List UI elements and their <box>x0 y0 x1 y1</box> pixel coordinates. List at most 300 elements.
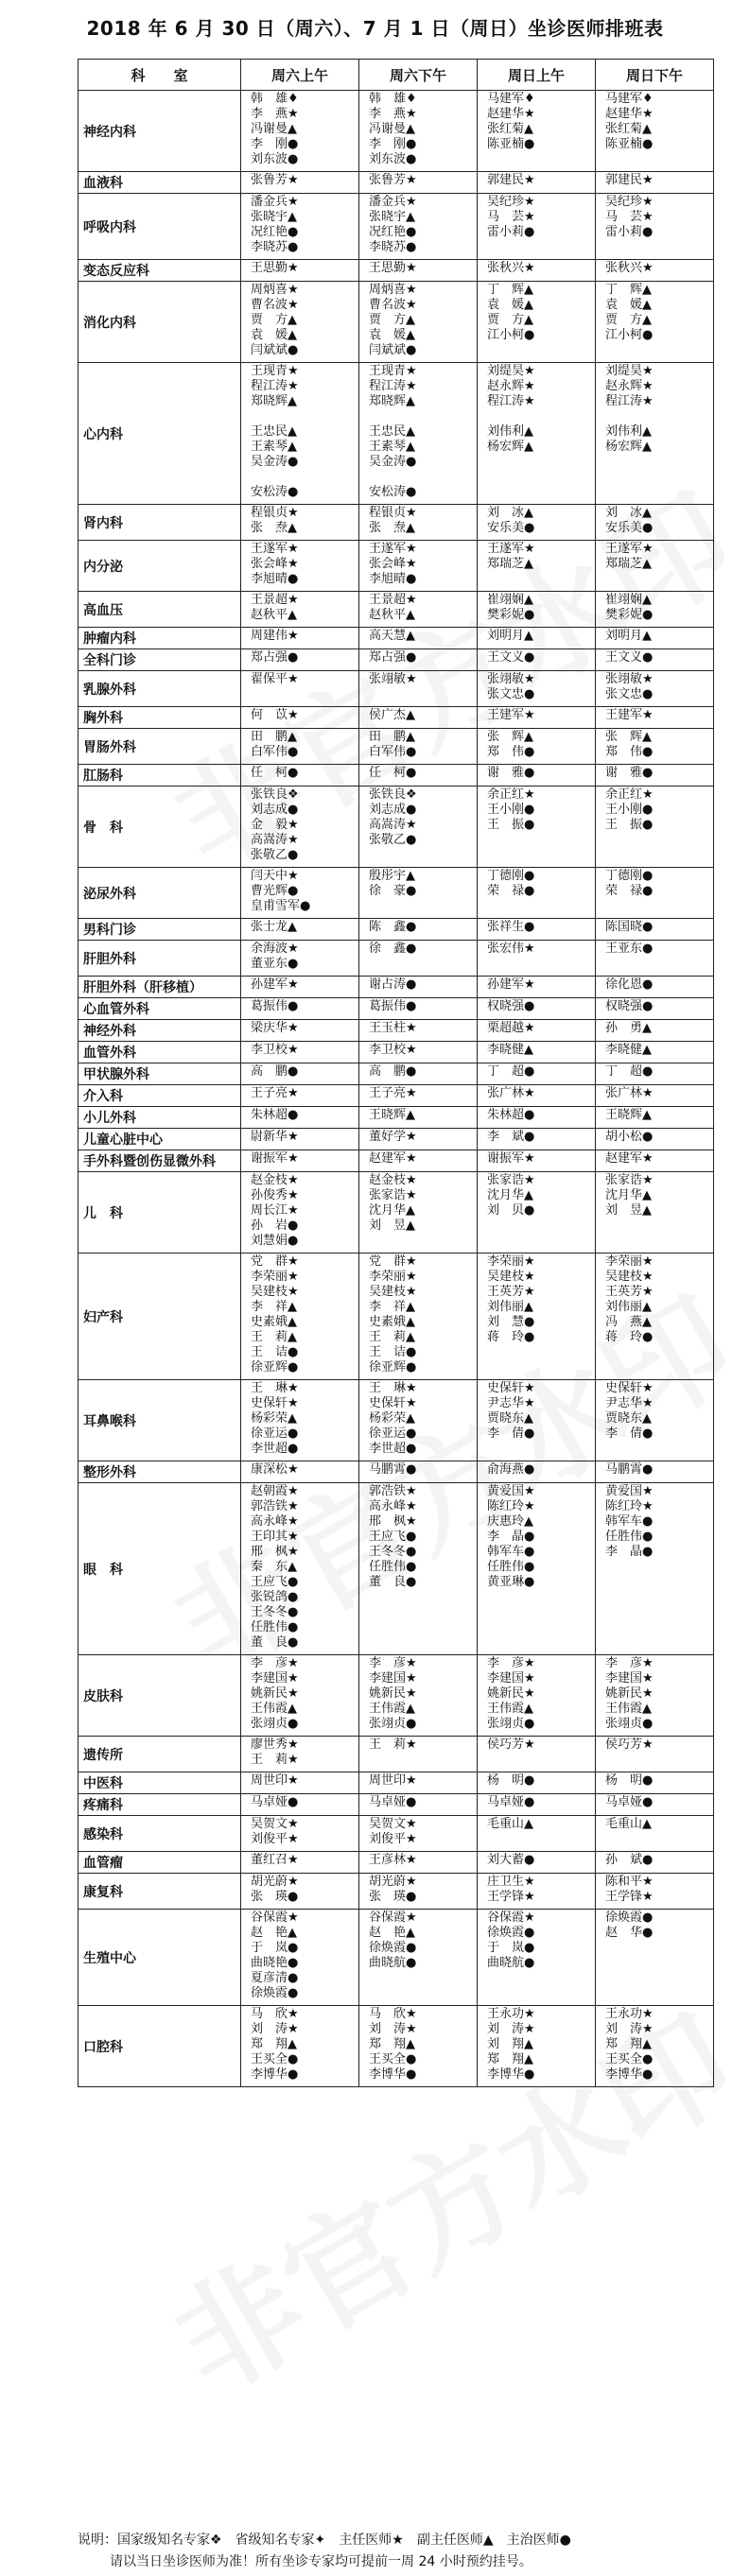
header-sat-pm: 周六下午 <box>359 60 478 91</box>
doctor-name: 刘俊平★ <box>369 1832 417 1846</box>
doctor-name: 徐亚辉● <box>251 1360 299 1374</box>
doctor-name: 周炳喜★ <box>251 283 299 297</box>
schedule-slot <box>596 1737 714 1772</box>
doctor-name: 王建军★ <box>605 708 654 722</box>
dept-name: 神经外科 <box>78 1020 241 1042</box>
doctor-name: 谢振军★ <box>487 1151 535 1166</box>
doctor-name: 韩 雄♦ <box>369 92 417 106</box>
dept-name: 疼痛科 <box>78 1794 241 1816</box>
doctor-name: 吴建枝★ <box>605 1270 654 1284</box>
schedule-slot <box>596 1085 714 1107</box>
doctor-name: 马卓娅● <box>251 1795 299 1809</box>
doctor-name: 徐化恩● <box>605 977 654 992</box>
doctor-name: 郑占强● <box>369 650 417 665</box>
doctor-name: 权晓强● <box>487 999 535 1013</box>
table-row <box>78 1020 714 1042</box>
doctor-name: 葛振伟● <box>369 999 417 1013</box>
schedule-slot <box>478 1461 596 1483</box>
dept-name: 内分泌 <box>78 541 241 592</box>
dept-name: 骨 科 <box>78 787 241 868</box>
schedule-slot <box>478 1129 596 1150</box>
schedule-slot <box>478 707 596 729</box>
table-row <box>78 363 714 505</box>
schedule-slot <box>478 1852 596 1874</box>
doctor-name: 王晓辉▲ <box>369 1108 415 1122</box>
doctor-name: 尉新华★ <box>251 1130 299 1144</box>
doctor-name: 王伟霞▲ <box>487 1702 533 1716</box>
schedule-slot <box>359 1461 478 1483</box>
schedule-slot <box>241 1461 359 1483</box>
doctor-name: 王学锋★ <box>605 1890 654 1904</box>
schedule-slot <box>478 1816 596 1852</box>
doctor-name: 刘 昱▲ <box>369 1219 415 1233</box>
doctor-name: 袁 媛▲ <box>605 298 652 312</box>
dept-name: 胸外科 <box>78 707 241 729</box>
schedule-slot <box>241 1816 359 1852</box>
dept-name: 生殖中心 <box>78 1910 241 2006</box>
doctor-name: 刘缇昊★ <box>487 364 535 378</box>
dept-name: 泌尿外科 <box>78 868 241 919</box>
doctor-name: 朱林超● <box>487 1108 535 1122</box>
doctor-name: 陈亚楠● <box>487 137 535 151</box>
doctor-name: 王小刚● <box>605 803 654 817</box>
doctor-name: 杨 明● <box>605 1773 654 1788</box>
schedule-slot <box>359 1042 478 1063</box>
doctor-name: 任 柯● <box>251 766 299 780</box>
schedule-slot <box>241 1063 359 1085</box>
dept-name: 心内科 <box>78 363 241 505</box>
schedule-slot <box>478 282 596 363</box>
schedule-slot <box>241 787 359 868</box>
doctor-name: 吴建枝★ <box>369 1285 417 1299</box>
doctor-name: 高嵩涛★ <box>369 818 417 832</box>
doctor-name: 史保轩★ <box>487 1381 535 1395</box>
doctor-name: 谢 雅● <box>487 766 535 780</box>
footnote: 请以当日坐诊医师为准！所有坐诊专家均可提前一周 24 小时预约挂号。 <box>110 2554 532 2569</box>
doctor-name: 高 鹏● <box>251 1064 299 1079</box>
schedule-slot <box>478 1063 596 1085</box>
doctor-name: 任胜伟● <box>487 1560 535 1574</box>
doctor-name: 张 辉▲ <box>487 730 533 744</box>
schedule-slot <box>241 729 359 765</box>
schedule-slot <box>478 1737 596 1772</box>
doctor-name: 王景超★ <box>251 593 299 607</box>
schedule-slot <box>478 1085 596 1107</box>
table-row <box>78 1380 714 1461</box>
doctor-name: 刘东波● <box>369 152 417 166</box>
doctor-name: 张会峰★ <box>369 557 417 571</box>
doctor-name: 王买全● <box>251 2052 299 2066</box>
doctor-name: 史保轩★ <box>251 1396 299 1410</box>
schedule-slot <box>241 592 359 628</box>
doctor-name: 李卫校★ <box>369 1043 417 1057</box>
doctor-name: 徐焕霞● <box>369 1941 417 1955</box>
doctor-name: 安乐美● <box>605 521 654 535</box>
doctor-name: 余正红★ <box>605 787 654 802</box>
dept-name: 康复科 <box>78 1874 241 1910</box>
schedule-slot <box>359 671 478 707</box>
doctor-name: 闫斌斌● <box>369 343 417 357</box>
doctor-name: 程江涛★ <box>605 394 654 408</box>
doctor-name: 李晓健▲ <box>605 1043 652 1057</box>
doctor-name: 权晓强● <box>605 999 654 1013</box>
doctor-name: 秦 东▲ <box>251 1560 297 1574</box>
doctor-name: 李 斌● <box>487 1130 535 1144</box>
doctor-name: 蒋 玲● <box>487 1330 535 1344</box>
schedule-slot <box>359 868 478 919</box>
doctor-name: 李旭晴● <box>251 572 299 586</box>
doctor-name: 胡光蔚★ <box>369 1875 417 1889</box>
doctor-name: 王冬冬● <box>251 1605 299 1619</box>
doctor-name: 李 彦★ <box>369 1656 417 1670</box>
schedule-slot <box>478 1910 596 2006</box>
schedule-slot <box>478 1874 596 1910</box>
doctor-name: 侯巧芳★ <box>605 1738 654 1752</box>
doctor-name: 张铁良❖ <box>251 787 299 802</box>
schedule-slot <box>241 260 359 282</box>
doctor-name: 李 刚● <box>251 137 299 151</box>
doctor-name: 张文忠● <box>605 687 654 701</box>
doctor-name: 闫斌斌● <box>251 343 299 357</box>
doctor-name: 周世印★ <box>369 1773 417 1788</box>
doctor-name: 廖世秀★ <box>251 1738 299 1752</box>
schedule-slot <box>359 260 478 282</box>
schedule-slot <box>478 868 596 919</box>
table-row <box>78 1461 714 1483</box>
doctor-name: 刘伟丽▲ <box>605 1300 652 1314</box>
doctor-name: 荣 禄● <box>605 884 654 898</box>
table-row <box>78 919 714 941</box>
schedule-slot <box>596 1063 714 1085</box>
doctor-name: 郑晓辉▲ <box>369 394 415 408</box>
doctor-name: 张家诰★ <box>487 1173 535 1187</box>
doctor-name: 王永功★ <box>487 2007 535 2021</box>
doctor-name: 曲晓航● <box>369 1956 417 1970</box>
schedule-slot <box>478 260 596 282</box>
schedule-table <box>78 59 714 2087</box>
schedule-slot <box>596 1042 714 1063</box>
doctor-name: 王文义● <box>487 650 535 665</box>
doctor-name: 程江涛★ <box>251 379 299 393</box>
doctor-name: 王英芳★ <box>605 1285 654 1299</box>
doctor-name: 曹名波★ <box>251 298 299 312</box>
table-row <box>78 1107 714 1129</box>
dept-name: 乳腺外科 <box>78 671 241 707</box>
doctor-name: 尹志华★ <box>605 1396 654 1410</box>
doctor-name: 况红艳● <box>251 225 299 239</box>
doctor-name: 史保轩★ <box>605 1381 654 1395</box>
doctor-name: 王遂军★ <box>369 542 417 556</box>
doctor-name: 何 苡★ <box>251 708 299 722</box>
doctor-name: 丁 辉▲ <box>605 283 652 297</box>
doctor-name: 史素娥▲ <box>369 1315 415 1329</box>
table-row <box>78 1172 714 1253</box>
doctor-name: 白军伟● <box>251 745 299 759</box>
doctor-name: 田 鹏▲ <box>251 730 297 744</box>
doctor-name: 荣 禄● <box>487 884 535 898</box>
doctor-name: 杨 明● <box>487 1773 535 1788</box>
schedule-slot <box>241 1852 359 1874</box>
doctor-name: 李建国★ <box>605 1671 654 1686</box>
doctor-name: 王应飞● <box>369 1530 417 1544</box>
doctor-name: 康深松★ <box>251 1462 299 1477</box>
table-row <box>78 1129 714 1150</box>
table-row <box>78 194 714 260</box>
doctor-name: 董 良● <box>251 1635 299 1650</box>
schedule-slot <box>241 1483 359 1655</box>
doctor-name: 雷小莉● <box>605 225 654 239</box>
doctor-name: 郑 翔▲ <box>605 2037 652 2051</box>
dept-name: 小儿外科 <box>78 1107 241 1129</box>
dept-name: 肛肠科 <box>78 765 241 787</box>
schedule-slot <box>596 1772 714 1794</box>
doctor-name: 谢占涛● <box>369 977 417 992</box>
doctor-name: 刘伟利▲ <box>487 424 533 439</box>
doctor-name: 郑瑞芝▲ <box>487 557 533 571</box>
doctor-name: 郑 翔▲ <box>369 2037 415 2051</box>
schedule-slot <box>478 194 596 260</box>
doctor-name: 王忠民▲ <box>369 424 415 439</box>
doctor-name: 张红菊▲ <box>605 122 652 136</box>
schedule-slot <box>478 671 596 707</box>
schedule-slot <box>478 363 596 505</box>
doctor-name: 陈亚楠● <box>605 137 654 151</box>
doctor-name <box>487 409 595 424</box>
schedule-slot <box>241 1874 359 1910</box>
doctor-name: 刘志成● <box>369 803 417 817</box>
table-row <box>78 1042 714 1063</box>
doctor-name: 马卓娅● <box>605 1795 654 1809</box>
header-dept: 科 室 <box>78 60 241 91</box>
doctor-name: 王 莉▲ <box>369 1330 415 1344</box>
doctor-name: 吴贺文★ <box>251 1817 299 1831</box>
schedule-slot <box>596 1461 714 1483</box>
doctor-name: 李 晶● <box>605 1545 654 1559</box>
doctor-name: 姚新民★ <box>487 1686 535 1701</box>
doctor-name: 赵金枝★ <box>369 1173 417 1187</box>
doctor-name: 胡光蔚★ <box>251 1875 299 1889</box>
doctor-name: 贾晓东▲ <box>605 1411 652 1426</box>
table-row <box>78 172 714 194</box>
doctor-name: 余海波★ <box>251 942 299 956</box>
schedule-slot <box>241 1772 359 1794</box>
header-sun-am: 周日上午 <box>478 60 596 91</box>
schedule-slot <box>596 919 714 941</box>
doctor-name: 黄亚琳● <box>487 1575 535 1589</box>
doctor-name: 张宏伟★ <box>487 942 535 956</box>
schedule-slot <box>478 941 596 977</box>
schedule-slot <box>596 1020 714 1042</box>
doctor-name: 李博华● <box>369 2067 417 2082</box>
doctor-name: 赵建军★ <box>369 1151 417 1166</box>
doctor-name: 张广林★ <box>487 1086 535 1100</box>
schedule-slot <box>241 505 359 541</box>
doctor-name: 任胜伟● <box>251 1620 299 1634</box>
schedule-slot <box>359 1852 478 1874</box>
doctor-name: 王 琳★ <box>369 1381 417 1395</box>
doctor-name: 赵建华★ <box>605 107 654 121</box>
schedule-slot <box>596 941 714 977</box>
doctor-name: 赵 华● <box>605 1926 654 1940</box>
doctor-name: 况红艳● <box>369 225 417 239</box>
schedule-slot <box>359 998 478 1020</box>
dept-name: 肿瘤内科 <box>78 628 241 649</box>
doctor-name: 姚新民★ <box>251 1686 299 1701</box>
table-row <box>78 671 714 707</box>
schedule-slot <box>241 998 359 1020</box>
doctor-name: 张敬乙● <box>369 833 417 847</box>
schedule-slot <box>359 1794 478 1816</box>
dept-name: 手外科暨创伤显微外科 <box>78 1150 241 1172</box>
doctor-name: 刘 昱▲ <box>605 1203 652 1218</box>
doctor-name: 谢振军★ <box>251 1151 299 1166</box>
doctor-name: 曲晓航● <box>487 1956 535 1970</box>
doctor-name: 贾 方▲ <box>251 313 297 327</box>
header-sun-pm: 周日下午 <box>596 60 714 91</box>
doctor-name: 张祥生● <box>487 920 535 934</box>
doctor-name: 王现青★ <box>369 364 417 378</box>
doctor-name: 刘伟利▲ <box>605 424 652 439</box>
doctor-name: 黄爱国★ <box>605 1484 654 1498</box>
schedule-slot <box>359 707 478 729</box>
doctor-name: 庄卫生★ <box>487 1875 535 1889</box>
doctor-name: 刘 翔▲ <box>487 2037 533 2051</box>
schedule-slot <box>241 868 359 919</box>
doctor-name: 江小柯● <box>605 328 654 342</box>
dept-name: 妇产科 <box>78 1253 241 1380</box>
doctor-name: 丁德刚● <box>605 869 654 883</box>
table-row <box>78 1874 714 1910</box>
table-row <box>78 787 714 868</box>
doctor-name: 田 鹏▲ <box>369 730 415 744</box>
table-row <box>78 1816 714 1852</box>
doctor-name: 徐亚运● <box>251 1426 299 1441</box>
dept-name: 眼 科 <box>78 1483 241 1655</box>
doctor-name: 姚新民★ <box>605 1686 654 1701</box>
doctor-name: 王素琴▲ <box>251 440 297 454</box>
doctor-name: 郑 翔▲ <box>251 2037 297 2051</box>
schedule-slot <box>241 363 359 505</box>
schedule-slot <box>359 172 478 194</box>
doctor-name <box>369 470 477 485</box>
doctor-name: 李建国★ <box>369 1671 417 1686</box>
doctor-name: 王 振● <box>605 818 654 832</box>
schedule-slot <box>478 919 596 941</box>
schedule-slot <box>478 1172 596 1253</box>
schedule-slot <box>359 282 478 363</box>
schedule-slot <box>359 919 478 941</box>
schedule-slot <box>596 1253 714 1380</box>
schedule-slot <box>241 1737 359 1772</box>
doctor-name: 谷保霞★ <box>369 1910 417 1925</box>
schedule-slot <box>596 868 714 919</box>
doctor-name: 崔翊娴▲ <box>605 593 652 607</box>
doctor-name: 贾 方▲ <box>487 313 533 327</box>
doctor-name: 王学锋★ <box>487 1890 535 1904</box>
doctor-name: 马鹏霄● <box>605 1462 654 1477</box>
schedule-slot <box>596 1483 714 1655</box>
doctor-name: 白军伟● <box>369 745 417 759</box>
doctor-name: 殷彤宇▲ <box>369 869 415 883</box>
table-row <box>78 765 714 787</box>
table-row <box>78 1253 714 1380</box>
schedule-slot <box>596 363 714 505</box>
schedule-slot <box>359 592 478 628</box>
doctor-name: 徐 豪● <box>369 884 417 898</box>
dept-name: 感染科 <box>78 1816 241 1852</box>
schedule-slot <box>596 977 714 998</box>
doctor-name: 王忠民▲ <box>251 424 297 439</box>
table-row <box>78 1655 714 1737</box>
schedule-slot <box>241 1172 359 1253</box>
doctor-name: 曹光辉● <box>251 884 299 898</box>
schedule-slot <box>241 1253 359 1380</box>
doctor-name: 邢 枫★ <box>369 1514 417 1529</box>
table-row <box>78 1910 714 2006</box>
schedule-slot <box>241 671 359 707</box>
doctor-name: 王 莉▲ <box>251 1330 297 1344</box>
schedule-slot <box>359 91 478 172</box>
schedule-slot <box>359 1085 478 1107</box>
doctor-name: 张翊贞● <box>605 1717 654 1731</box>
table-row <box>78 707 714 729</box>
doctor-name: 张翊敏★ <box>605 672 654 686</box>
dept-name: 甲状腺外科 <box>78 1063 241 1085</box>
doctor-name: 李 倩● <box>605 1426 654 1441</box>
doctor-name: 董好学★ <box>369 1130 417 1144</box>
schedule-slot <box>596 998 714 1020</box>
doctor-name: 赵建华★ <box>487 107 535 121</box>
doctor-name: 李建国★ <box>487 1671 535 1686</box>
schedule-slot <box>359 363 478 505</box>
doctor-name: 李晓苏● <box>369 240 417 254</box>
doctor-name: 张家诰★ <box>605 1173 654 1187</box>
table-row <box>78 1772 714 1794</box>
doctor-name <box>369 409 477 424</box>
doctor-name: 丁德刚● <box>487 869 535 883</box>
dept-name: 全科门诊 <box>78 649 241 671</box>
schedule-slot <box>359 1380 478 1461</box>
doctor-name: 沈月华▲ <box>369 1203 415 1218</box>
schedule-slot <box>478 1042 596 1063</box>
doctor-name: 王晓辉▲ <box>605 1108 652 1122</box>
schedule-slot <box>241 765 359 787</box>
schedule-slot <box>241 941 359 977</box>
schedule-slot <box>596 1107 714 1129</box>
doctor-name: 周建伟★ <box>251 629 299 643</box>
schedule-slot <box>241 649 359 671</box>
schedule-slot <box>478 1772 596 1794</box>
doctor-name: 王买全● <box>605 2052 654 2066</box>
doctor-name: 张会峰★ <box>251 557 299 571</box>
doctor-name: 马卓娅● <box>369 1795 417 1809</box>
doctor-name: 张 焘▲ <box>251 521 297 535</box>
doctor-name: 郑晓辉▲ <box>251 394 297 408</box>
schedule-slot <box>596 1129 714 1150</box>
doctor-name: 孙建军★ <box>487 977 535 992</box>
table-row <box>78 868 714 919</box>
table-row <box>78 941 714 977</box>
doctor-name: 张广林★ <box>605 1086 654 1100</box>
doctor-name: 李荣丽★ <box>369 1270 417 1284</box>
doctor-name: 孙建军★ <box>251 977 299 992</box>
doctor-name: 翟保平★ <box>251 672 299 686</box>
doctor-name: 李 祥▲ <box>251 1300 297 1314</box>
doctor-name: 周长江★ <box>251 1203 299 1218</box>
schedule-slot <box>596 729 714 765</box>
doctor-name: 李卫校★ <box>251 1043 299 1057</box>
doctor-name: 庆惠玲▲ <box>487 1514 533 1529</box>
